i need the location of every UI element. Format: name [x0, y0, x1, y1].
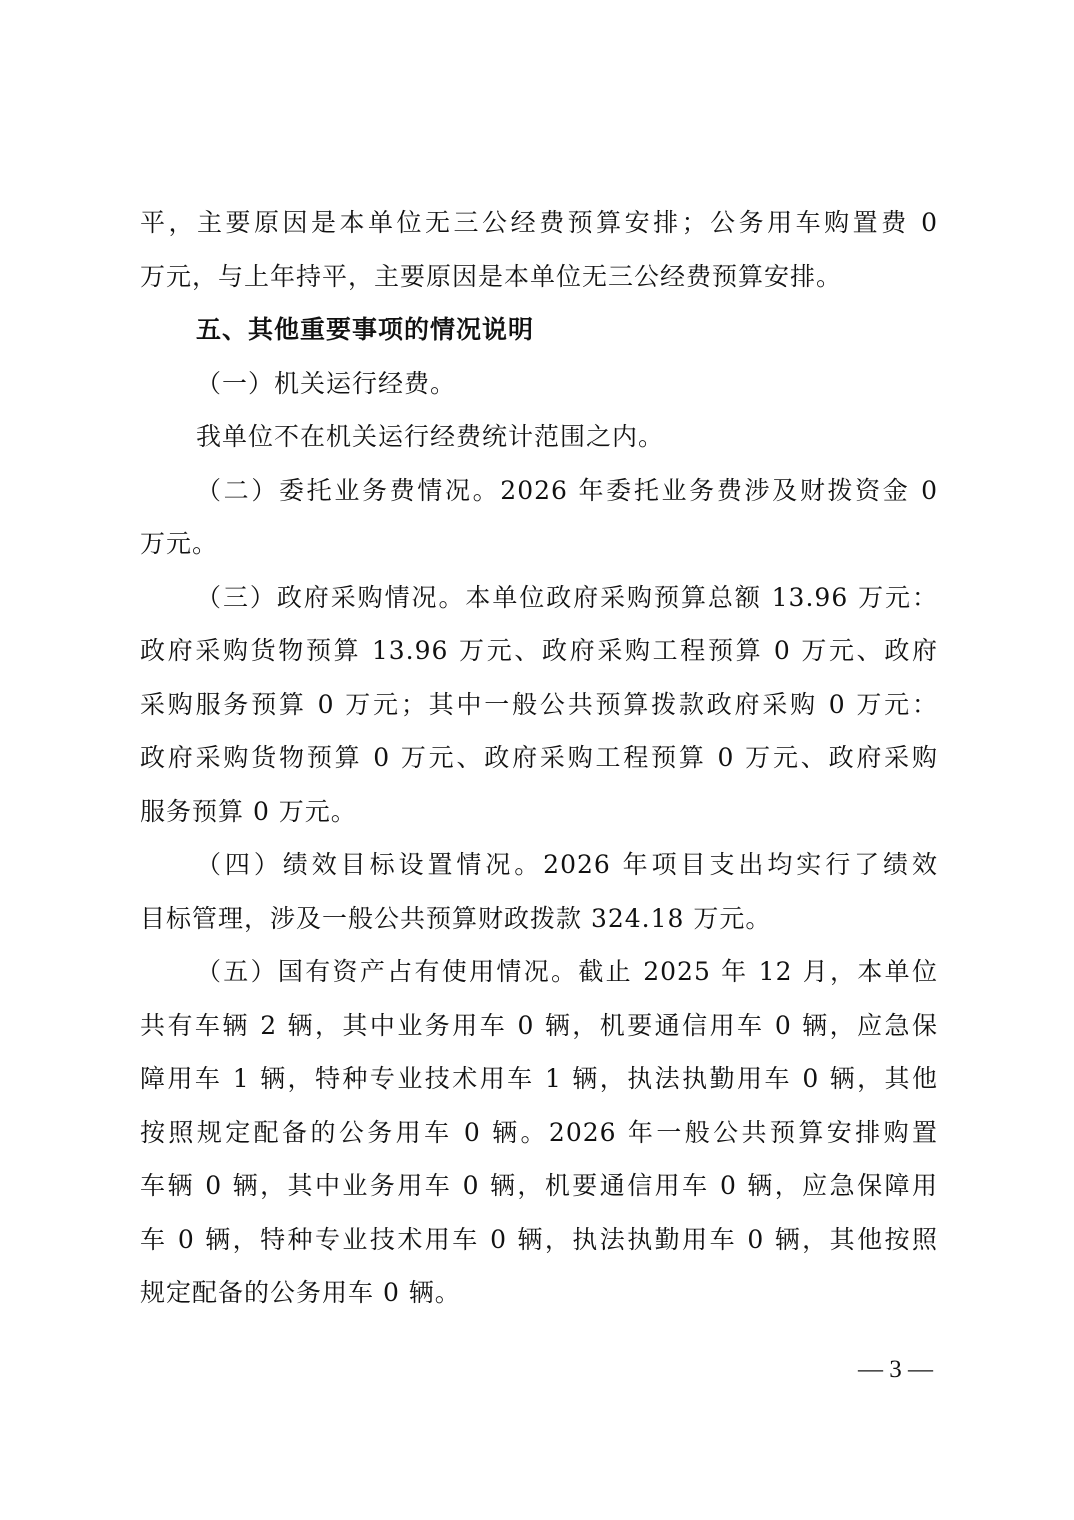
- paragraph: [140, 945, 938, 1320]
- text-line: 共有车辆 2 辆，其中业务用车 0 辆，机要通信用车 0 辆，应急保: [140, 1010, 938, 1040]
- text-line: 万元。: [140, 529, 219, 558]
- text-line: （五）国有资产占有使用情况。截止 2025 年 12 月，本单位: [196, 957, 938, 986]
- paragraph: [140, 464, 938, 571]
- text-line: （一）机关运行经费。: [196, 368, 457, 398]
- text-line: 规定配备的公务用车 0 辆。: [140, 1278, 461, 1307]
- text-line: （二）委托业务费情况。2026 年委托业务费涉及财拨资金 0: [196, 475, 938, 505]
- section-heading: [140, 303, 938, 357]
- paragraph: [140, 571, 938, 839]
- text-line: （三）政府采购情况。本单位政府采购预算总额 13.96 万元：: [196, 582, 938, 612]
- text-line: 平，主要原因是本单位无三公经费预算安排；公务用车购置费 0: [140, 208, 938, 237]
- page-number: — 3 —: [858, 1356, 933, 1383]
- text-line: 万元，与上年持平，主要原因是本单位无三公经费预算安排。: [140, 261, 843, 291]
- text-line: 按照规定配备的公务用车 0 辆。2026 年一般公共预算安排购置: [140, 1117, 938, 1147]
- document-body: [140, 196, 938, 1320]
- text-line: 车辆 0 辆，其中业务用车 0 辆，机要通信用车 0 辆，应急保障用: [140, 1171, 938, 1200]
- text-line: 政府采购货物预算 13.96 万元、政府采购工程预算 0 万元、政府: [140, 636, 938, 665]
- text-line: 政府采购货物预算 0 万元、政府采购工程预算 0 万元、政府采购: [140, 743, 938, 772]
- paragraph: [140, 838, 938, 945]
- paragraph: [140, 196, 938, 303]
- text-line: 我单位不在机关运行经费统计范围之内。: [196, 422, 665, 451]
- text-line: 采购服务预算 0 万元；其中一般公共预算拨款政府采购 0 万元：: [140, 689, 938, 719]
- text-line: （四）绩效目标设置情况。2026 年项目支出均实行了绩效: [196, 850, 938, 879]
- text-line: 障用车 1 辆，特种专业技术用车 1 辆，执法执勤用车 0 辆，其他: [140, 1064, 938, 1093]
- text-line: 目标管理，涉及一般公共预算财政拨款 324.18 万元。: [140, 903, 772, 933]
- paragraph: [140, 357, 938, 411]
- text-line: 服务预算 0 万元。: [140, 796, 357, 826]
- text-line: 车 0 辆，特种专业技术用车 0 辆，执法执勤用车 0 辆，其他按照: [140, 1224, 938, 1254]
- paragraph: [140, 410, 938, 464]
- text-line: 五、其他重要事项的情况说明: [196, 315, 535, 344]
